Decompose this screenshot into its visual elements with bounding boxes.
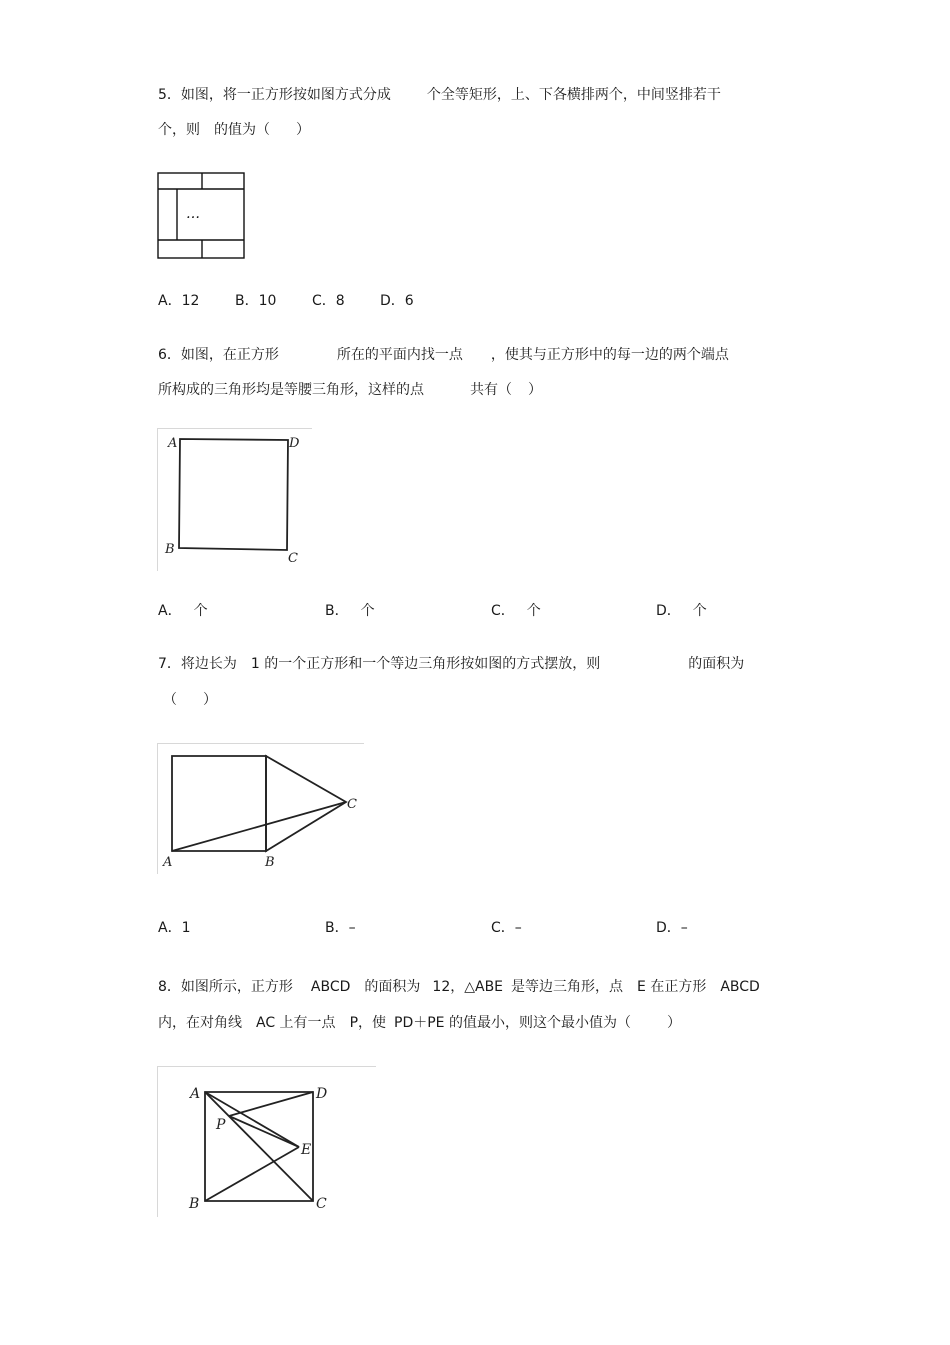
q6-line2 bbox=[158, 381, 542, 399]
q6-option-b-letter: B． bbox=[325, 603, 349, 619]
q7-segment-ac bbox=[172, 802, 346, 851]
q5-text-1b: 个全等矩形，上、下各横排两个，中间竖排若干 bbox=[426, 87, 721, 103]
q7-label-c: C bbox=[347, 797, 357, 812]
q5-text-2c: ） bbox=[296, 122, 310, 138]
q5-number: 5． bbox=[158, 87, 181, 103]
q8-text-2e: ） bbox=[666, 1015, 681, 1031]
q5-outer-square bbox=[158, 173, 244, 258]
q5-option-c: C．8 bbox=[312, 293, 345, 309]
q7-triangle bbox=[266, 756, 346, 851]
q6-label-c: C bbox=[288, 551, 298, 566]
q8-line2 bbox=[158, 1014, 681, 1032]
q6-option-d bbox=[656, 602, 707, 620]
q7-square bbox=[172, 756, 266, 851]
q7-option-b: B．– bbox=[325, 920, 356, 936]
q6-text-2c: ） bbox=[528, 382, 542, 398]
q5-option-b: B．10 bbox=[235, 293, 277, 309]
q8-text-1f: E 在正方形 bbox=[637, 979, 707, 995]
q5-figure-svg bbox=[157, 172, 247, 260]
q7-text-2a: （ bbox=[163, 692, 177, 708]
q6-square bbox=[179, 439, 288, 550]
q8-label-e: E bbox=[301, 1142, 312, 1158]
q6-figure bbox=[157, 428, 312, 571]
q7-text-1b: 1 的一个正方形和一个等边三角形按如图的方式摆放，则 bbox=[250, 656, 601, 672]
q6-label-a: A bbox=[168, 436, 178, 451]
q7-line2 bbox=[163, 691, 217, 709]
q7-text-1c: 的面积为 bbox=[688, 656, 745, 672]
q8-figure bbox=[157, 1066, 376, 1217]
q8-segment-pe bbox=[229, 1116, 299, 1147]
q8-label-p: P bbox=[216, 1117, 226, 1133]
q8-text-1g: ABCD bbox=[720, 979, 760, 995]
q6-option-a-unit: 个 bbox=[193, 603, 208, 619]
q7-line1 bbox=[158, 655, 744, 673]
q8-figure-svg bbox=[158, 1067, 376, 1217]
q8-text-1e: 是等边三角形，点 bbox=[511, 979, 624, 995]
q8-text-2d: PD＋PE 的值最小，则这个最小值为（ bbox=[394, 1015, 631, 1031]
q8-segment-be bbox=[205, 1147, 299, 1201]
q6-option-d-unit: 个 bbox=[692, 603, 707, 619]
q6-figure-svg bbox=[158, 429, 312, 571]
q5-option-d: D．6 bbox=[380, 293, 414, 309]
q5-line2 bbox=[158, 121, 310, 139]
q8-number: 8． bbox=[158, 979, 181, 995]
q5-text-1a: 如图，将一正方形按如图方式分成 bbox=[180, 87, 391, 103]
q8-text-1a: 如图所示，正方形 bbox=[180, 979, 293, 995]
q6-text-2a: 所构成的三角形均是等腰三角形，这样的点 bbox=[158, 382, 424, 398]
q6-label-b: B bbox=[165, 542, 175, 557]
q6-option-c-letter: C． bbox=[491, 603, 515, 619]
q8-text-2a: 内，在对角线 bbox=[158, 1015, 242, 1031]
q6-option-a bbox=[158, 602, 208, 620]
q8-segment-pd bbox=[229, 1092, 313, 1116]
q8-text-2c: P，使 bbox=[349, 1015, 387, 1031]
q7-option-c: C．– bbox=[491, 920, 522, 936]
q8-label-d: D bbox=[316, 1086, 328, 1102]
q6-option-d-letter: D． bbox=[656, 603, 681, 619]
q7-figure bbox=[157, 743, 364, 874]
q7-figure-svg bbox=[158, 744, 364, 874]
q5-text-2b: 的值为（ bbox=[214, 122, 270, 138]
q7-option-d: D．– bbox=[656, 920, 688, 936]
q5-line1 bbox=[158, 86, 721, 104]
q8-line1 bbox=[158, 978, 760, 996]
q6-text-2b: 共有（ bbox=[470, 382, 512, 398]
q6-text-1c: ，使其与正方形中的每一边的两个端点 bbox=[490, 347, 729, 363]
q8-label-a: A bbox=[190, 1086, 201, 1102]
q5-text-2a: 个，则 bbox=[158, 122, 200, 138]
q6-option-c bbox=[491, 602, 541, 620]
q7-label-b: B bbox=[265, 855, 275, 870]
q8-text-1c: 的面积为 bbox=[364, 979, 421, 995]
q6-option-b-unit: 个 bbox=[360, 603, 375, 619]
q6-label-d: D bbox=[289, 436, 300, 451]
q6-line1 bbox=[158, 346, 729, 364]
q7-number: 7． bbox=[158, 656, 181, 672]
q6-option-b bbox=[325, 602, 375, 620]
q5-ellipsis-label: … bbox=[186, 206, 200, 222]
q8-label-c: C bbox=[316, 1196, 327, 1212]
q7-label-a: A bbox=[163, 855, 173, 870]
q6-option-a-letter: A． bbox=[158, 603, 182, 619]
q6-number: 6． bbox=[158, 347, 181, 363]
q6-text-1a: 如图，在正方形 bbox=[180, 347, 279, 363]
q8-text-1b: ABCD bbox=[310, 979, 351, 995]
q6-text-1b: 所在的平面内找一点 bbox=[336, 347, 463, 363]
q8-label-b: B bbox=[189, 1196, 200, 1212]
q7-text-2b: ） bbox=[203, 692, 217, 708]
q7-text-1a: 将边长为 bbox=[180, 656, 237, 672]
q5-figure bbox=[157, 172, 247, 260]
q5-option-a: A．12 bbox=[158, 293, 200, 309]
q8-text-1d: 12，△ABE bbox=[432, 979, 504, 995]
q6-option-c-unit: 个 bbox=[526, 603, 541, 619]
q7-option-a: A．1 bbox=[158, 920, 191, 936]
q8-text-2b: AC 上有一点 bbox=[256, 1015, 336, 1031]
